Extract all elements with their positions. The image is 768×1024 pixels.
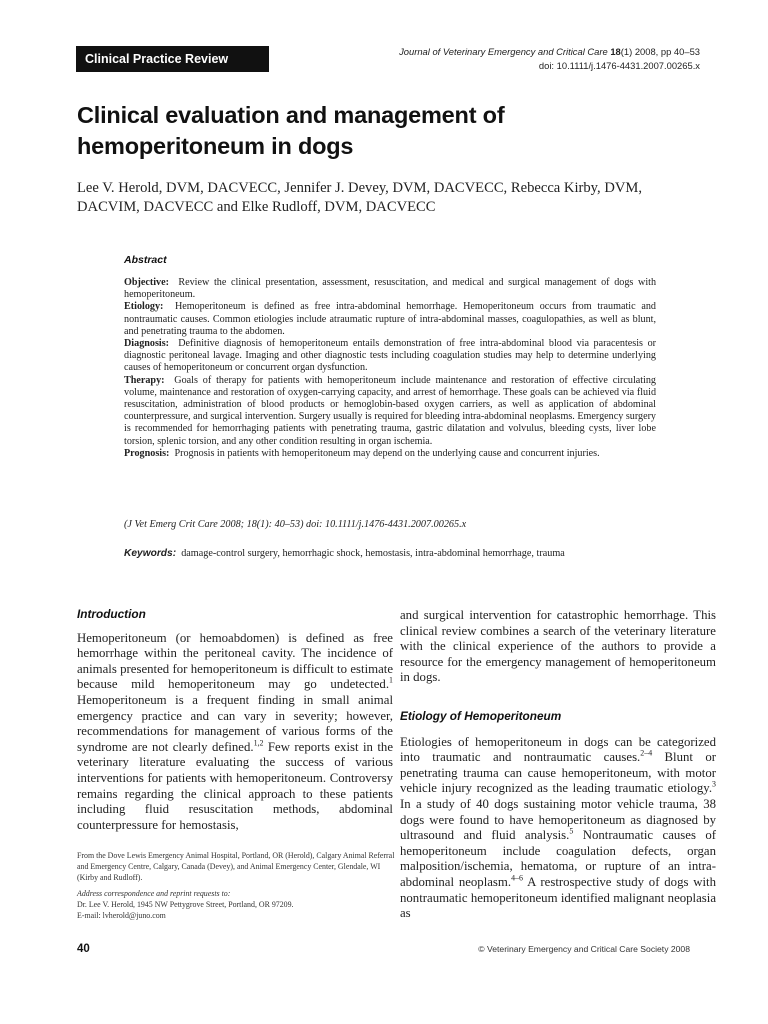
etiology-text-2: Blunt or penetrating trauma can cause hemoperitoneum, with motor vehicle injury recognized as the leading traumatic etiology. — [400, 750, 716, 796]
reference-marker: 1 — [389, 676, 393, 686]
left-column — [77, 607, 393, 833]
section-heading-etiology: Etiology of Hemoperitoneum — [400, 708, 562, 723]
intro-paragraph — [77, 631, 393, 834]
right-column — [400, 608, 716, 922]
journal-name: Journal of Veterinary Emergency and Critical Care — [399, 46, 608, 57]
section-heading-introduction: Introduction — [77, 607, 146, 621]
abstract-label: Diagnosis: — [124, 338, 170, 350]
etiology-text-4: Nontraumatic causes of hemoperitoneum include coagulation defects, organ malposition/ischemia, hematoma, or rupture of an intra-abdominal neoplasm. — [400, 828, 716, 889]
abstract-label: Objective: — [124, 277, 169, 288]
footnote-affiliation: From the Dove Lewis Emergency Animal Hospital, Portland, OR (Herold), Calgary Animal Referral and Emergency Centre, Calgary, Canada (Devey), and Animal Emergency Center, Glendale, WI (Kirby and Rudloff). — [77, 851, 395, 882]
article-title — [77, 100, 697, 162]
title-line-1: Clinical evaluation and management of — [77, 102, 505, 128]
abstract-text: Goals of therapy for patients with hemoperitoneum include maintenance and restoration of effective circulating volume, maintenance and restoration of oxygen-carrying capacity, and arrest of hemorrhage. These goals can be achieved via fluid resuscitation, administration of blood products or hemoglobin-based oxygen carriers, as well as application of abdominal counterpressure, and surgical intervention. Surgery usually is required for bleeding intra-abdominal neoplasms. Emergency surgery is recommended for hemorrhaging patients with penetrating trauma, gastric dilatation and volvulus, bleeding cysts, liver lobe torsion, splenic torsion, and any other condition resulting in organ ischemia. — [124, 374, 656, 447]
footnote — [77, 851, 397, 922]
abstract-text: Prognosis in patients with hemoperitoneum may depend on the underlying cause and concurrent injuries. — [174, 447, 600, 459]
etiology-text-5: A restrospective study of dogs with nontraumatic hemoperitoneum identified malignant neoplasia as — [400, 874, 717, 921]
copyright-notice: © Veterinary Emergency and Critical Care Society 2008 — [478, 944, 690, 954]
keywords — [124, 548, 669, 559]
reference-marker: 1,2 — [253, 738, 264, 748]
abstract-prognosis — [124, 448, 656, 460]
journal-volume: 18 — [610, 46, 621, 57]
intro-continuation: and surgical intervention for catastrophic hemorrhage. This clinical review combines a search of the veterinary literature with the clinical experience of the authors to provide a resource for the emergency management of hemoperitoneum in dogs. — [400, 608, 716, 685]
abstract-text: Hemoperitoneum is defined as free intra-abdominal hemorrhage. Hemoperitoneum occurs from traumatic and nontraumatic causes. Common etiologies include atraumatic rupture of intra-abdominal masses, coagulopathies, as well as blunt, and penetrating trauma to the abdomen. — [124, 301, 656, 337]
citation: (J Vet Emerg Crit Care 2008; 18(1): 40–53) doi: 10.1111/j.1476-4431.2007.00265.x — [124, 519, 467, 530]
authors-line-2: DACVIM, DACVECC and Elke Rudloff, DVM, DACVECC — [77, 199, 436, 215]
abstract-text: Review the clinical presentation, assessment, resuscitation, and medical and surgical management of dogs with hemoperitoneum. — [124, 277, 657, 301]
abstract-therapy — [124, 375, 656, 448]
footnote-address: Dr. Lee V. Herold, 1945 NW Pettygrove Street, Portland, OR 97209. — [77, 900, 294, 910]
journal-info — [320, 45, 700, 72]
section-badge: Clinical Practice Review — [76, 46, 269, 72]
reference-marker: 2–4 — [640, 748, 653, 758]
footnote-correspondence-label: Address correspondence and reprint requests to: — [77, 889, 231, 899]
abstract-text: Definitive diagnosis of hemoperitoneum entails demonstration of free intra-abdominal blood via paracentesis or diagnostic peritoneal lavage. Imaging and other diagnostic tests including coagulation studies may help to determine underlying causes of hemoperitoneum or concurrent organ dysfunction. — [124, 338, 657, 374]
title-line-2: hemoperitoneum in dogs — [77, 133, 354, 159]
abstract-objective — [124, 277, 656, 301]
etiology-text-1: Etiologies of hemoperitoneum in dogs can be categorized into traumatic and nontraumatic causes. — [400, 734, 716, 765]
footnote-email: E-mail: lvherold@juno.com — [77, 910, 166, 920]
etiology-paragraph — [400, 735, 716, 922]
reference-marker: 4–6 — [511, 873, 523, 883]
keywords-label: Keywords: — [124, 548, 177, 559]
abstract-diagnosis — [124, 338, 656, 375]
abstract-body — [124, 277, 656, 460]
journal-line — [320, 45, 700, 59]
authors-line-1: Lee V. Herold, DVM, DACVECC, Jennifer J. Devey, DVM, DACVECC, Rebecca Kirby, DVM, — [77, 180, 643, 196]
author-list — [77, 179, 697, 217]
journal-doi: doi: 10.1111/j.1476-4431.2007.00265.x — [538, 59, 700, 71]
journal-issue-pages: (1) 2008, pp 40–53 — [620, 46, 700, 57]
reference-marker: 3 — [712, 780, 716, 790]
etiology-text-3: In a study of 40 dogs sustaining motor vehicle trauma, 38 dogs were found to have hemoperitoneum as diagnosed by ultrasound and fluid analysis. — [400, 796, 716, 843]
intro-text-2: Hemoperitoneum is a frequent finding in small animal emergency practice and can vary in severity; however, recommendations for management of various forms of the syndrome are not clearly defined. — [77, 692, 393, 754]
abstract-label: Etiology: — [124, 301, 164, 313]
keywords-list: damage-control surgery, hemorrhagic shock, hemostasis, intra-abdominal hemorrhage, trauma — [181, 548, 565, 559]
abstract-heading: Abstract — [124, 254, 167, 266]
abstract-label: Prognosis: — [124, 447, 170, 459]
intro-text-3: Few reports exist in the veterinary literature evaluating the success of various interventions for patients with hemoperitoneum. Controversy remains regarding the clinical approach to these patients including fluid resuscitation methods, abdominal counterpressure for hemostasis, — [77, 739, 393, 832]
abstract-label: Therapy: — [124, 374, 165, 386]
page-number: 40 — [77, 943, 90, 955]
abstract-etiology — [124, 301, 656, 338]
intro-text-1: Hemoperitoneum (or hemoabdomen) is defined as free hemorrhage within the peritoneal cavity. The incidence of animals presented for hemoperitoneum is difficult to estimate because mild hemoperitoneum may go undetected. — [77, 630, 393, 692]
reference-marker: 5 — [569, 826, 574, 836]
